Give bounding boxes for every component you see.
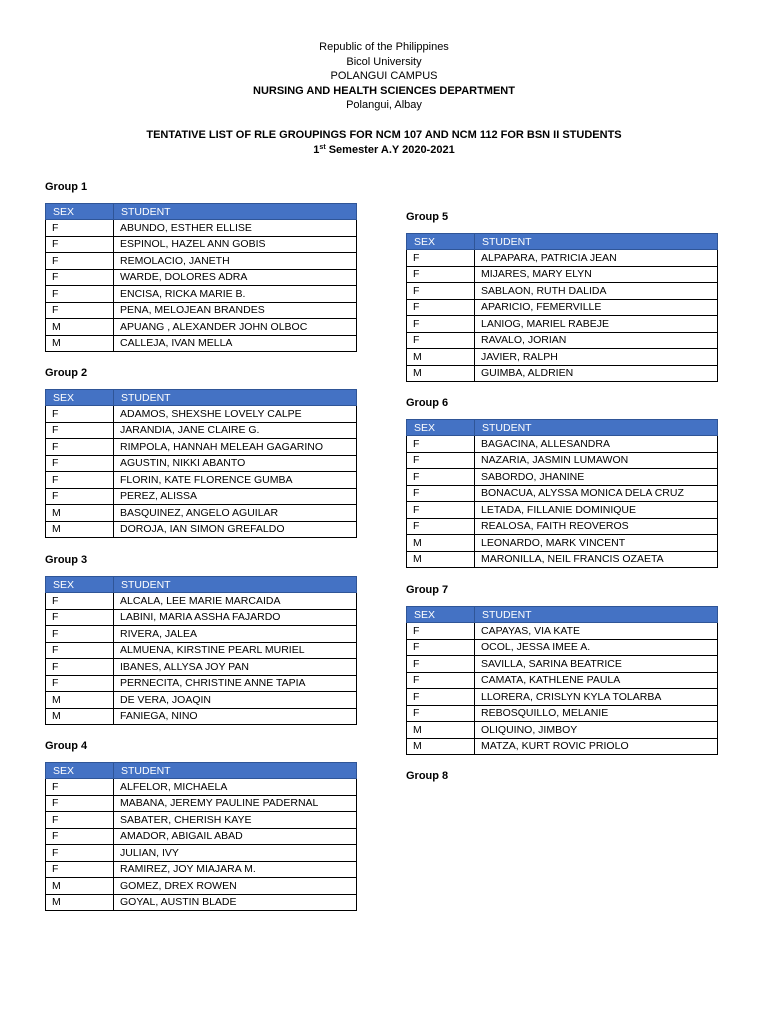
header-sex: SEX	[407, 607, 475, 623]
cell-student: REMOLACIO, JANETH	[114, 253, 357, 270]
table-row	[46, 659, 357, 676]
header-sex: SEX	[407, 420, 475, 436]
cell-student: GOMEZ, DREX ROWEN	[114, 878, 357, 895]
cell-sex: M	[46, 521, 114, 538]
table-row	[46, 812, 357, 829]
group-table	[45, 762, 357, 911]
cell-student: LABINI, MARIA ASSHA FAJARDO	[114, 609, 357, 626]
cell-student: BAGACINA, ALLESANDRA	[475, 436, 718, 453]
cell-student: DE VERA, JOAQIN	[114, 692, 357, 709]
group-1	[45, 181, 357, 352]
cell-student: APUANG , ALEXANDER JOHN OLBOC	[114, 319, 357, 336]
cell-student: ALFELOR, MICHAELA	[114, 779, 357, 796]
cell-sex: F	[46, 220, 114, 237]
table-row	[407, 436, 718, 453]
cell-student: ENCISA, RICKA MARIE B.	[114, 286, 357, 303]
semester-suffix: st	[319, 143, 326, 151]
group-label: Group 6	[406, 397, 449, 409]
cell-student: LEONARDO, MARK VINCENT	[475, 535, 718, 552]
cell-sex: F	[46, 828, 114, 845]
cell-student: GUIMBA, ALDRIEN	[475, 365, 718, 382]
cell-sex: F	[407, 469, 475, 486]
header-location: Polangui, Albay	[346, 99, 422, 111]
table-row	[407, 365, 718, 382]
group-table	[45, 203, 357, 352]
cell-sex: F	[46, 845, 114, 862]
cell-student: ALCALA, LEE MARIE MARCAIDA	[114, 593, 357, 610]
table-row	[46, 828, 357, 845]
cell-sex: F	[46, 269, 114, 286]
header-campus: POLANGUI CAMPUS	[330, 70, 438, 82]
table-row	[407, 705, 718, 722]
group-label: Group 4	[45, 740, 88, 752]
cell-sex: F	[407, 250, 475, 267]
cell-sex: F	[407, 452, 475, 469]
cell-sex: F	[46, 779, 114, 796]
table-row	[46, 593, 357, 610]
table-row	[407, 485, 718, 502]
group-5	[406, 211, 718, 382]
group-label: Group 3	[45, 554, 88, 566]
cell-sex: F	[407, 639, 475, 656]
table-row	[46, 692, 357, 709]
cell-student: RAMIREZ, JOY MIAJARA M.	[114, 861, 357, 878]
cell-student: JARANDIA, JANE CLAIRE G.	[114, 422, 357, 439]
table-row	[407, 316, 718, 333]
cell-sex: F	[407, 689, 475, 706]
table-row	[407, 738, 718, 755]
table-row	[46, 521, 357, 538]
cell-student: ABUNDO, ESTHER ELLISE	[114, 220, 357, 237]
header-sex: SEX	[46, 763, 114, 779]
cell-sex: F	[46, 642, 114, 659]
cell-sex: F	[407, 623, 475, 640]
table-header-row	[46, 577, 357, 593]
table-row	[46, 894, 357, 911]
header-student: STUDENT	[475, 420, 718, 436]
cell-student: RAVALO, JORIAN	[475, 332, 718, 349]
header-student: STUDENT	[475, 607, 718, 623]
table-row	[46, 422, 357, 439]
title-semester	[0, 143, 768, 158]
table-row	[46, 795, 357, 812]
table-row	[407, 623, 718, 640]
header-sex: SEX	[407, 234, 475, 250]
cell-sex: F	[407, 436, 475, 453]
table-row	[46, 642, 357, 659]
table-row	[46, 319, 357, 336]
group-table	[406, 233, 718, 382]
cell-student: CAPAYAS, VIA KATE	[475, 623, 718, 640]
cell-student: NAZARIA, JASMIN LUMAWON	[475, 452, 718, 469]
table-row	[46, 269, 357, 286]
table-row	[46, 779, 357, 796]
semester-text: Semester A.Y 2020-2021	[325, 143, 455, 156]
cell-sex: M	[46, 708, 114, 725]
cell-sex: F	[46, 472, 114, 489]
table-header-row	[46, 763, 357, 779]
cell-student: APARICIO, FEMERVILLE	[475, 299, 718, 316]
cell-sex: F	[46, 659, 114, 676]
cell-sex: F	[407, 518, 475, 535]
cell-sex: F	[46, 861, 114, 878]
cell-student: IBANES, ALLYSA JOY PAN	[114, 659, 357, 676]
group-label: Group 8	[406, 770, 449, 782]
table-row	[46, 708, 357, 725]
cell-sex: M	[46, 878, 114, 895]
table-header-row	[407, 234, 718, 250]
table-row	[46, 488, 357, 505]
cell-student: WARDE, DOLORES ADRA	[114, 269, 357, 286]
table-row	[407, 283, 718, 300]
table-row	[46, 861, 357, 878]
cell-student: BASQUINEZ, ANGELO AGUILAR	[114, 505, 357, 522]
header-department: NURSING AND HEALTH SCIENCES DEPARTMENT	[253, 84, 515, 97]
table-row	[407, 266, 718, 283]
cell-sex: F	[46, 593, 114, 610]
header-student: STUDENT	[114, 390, 357, 406]
header-republic: Republic of the Philippines	[319, 41, 449, 53]
header-university: Bicol University	[346, 55, 422, 68]
cell-sex: F	[46, 455, 114, 472]
cell-sex: F	[46, 286, 114, 303]
cell-student: LLORERA, CRISLYN KYLA TOLARBA	[475, 689, 718, 706]
table-row	[407, 469, 718, 486]
cell-sex: M	[46, 894, 114, 911]
group-7	[406, 584, 718, 755]
cell-student: AMADOR, ABIGAIL ABAD	[114, 828, 357, 845]
cell-sex: F	[46, 253, 114, 270]
table-row	[407, 639, 718, 656]
group-2	[45, 367, 357, 538]
cell-sex: M	[46, 505, 114, 522]
group-label: Group 2	[45, 367, 88, 379]
cell-sex: F	[407, 705, 475, 722]
table-row	[407, 452, 718, 469]
cell-sex: F	[46, 626, 114, 643]
cell-student: PERNECITA, CHRISTINE ANNE TAPIA	[114, 675, 357, 692]
cell-student: FLORIN, KATE FLORENCE GUMBA	[114, 472, 357, 489]
cell-student: SABORDO, JHANINE	[475, 469, 718, 486]
table-row	[46, 626, 357, 643]
cell-sex: F	[46, 422, 114, 439]
cell-student: MARONILLA, NEIL FRANCIS OZAETA	[475, 551, 718, 568]
cell-sex: M	[407, 722, 475, 739]
table-header-row	[407, 607, 718, 623]
cell-sex: F	[407, 502, 475, 519]
cell-student: CAMATA, KATHLENE PAULA	[475, 672, 718, 689]
table-row	[46, 286, 357, 303]
cell-sex: F	[46, 236, 114, 253]
cell-student: MATZA, KURT ROVIC PRIOLO	[475, 738, 718, 755]
group-table	[406, 419, 718, 568]
cell-sex: F	[46, 302, 114, 319]
cell-sex: M	[407, 365, 475, 382]
header-sex: SEX	[46, 390, 114, 406]
table-row	[407, 349, 718, 366]
cell-student: OCOL, JESSA IMEE A.	[475, 639, 718, 656]
cell-sex: F	[46, 675, 114, 692]
group-label: Group 5	[406, 211, 449, 223]
group-table	[45, 576, 357, 725]
cell-sex: F	[46, 488, 114, 505]
cell-student: DOROJA, IAN SIMON GREFALDO	[114, 521, 357, 538]
table-row	[46, 472, 357, 489]
group-label: Group 1	[45, 181, 88, 193]
cell-sex: F	[407, 672, 475, 689]
cell-sex: F	[407, 283, 475, 300]
table-row	[46, 845, 357, 862]
cell-sex: M	[46, 319, 114, 336]
cell-student: CALLEJA, IVAN MELLA	[114, 335, 357, 352]
table-header-row	[46, 390, 357, 406]
cell-student: REBOSQUILLO, MELANIE	[475, 705, 718, 722]
cell-sex: F	[407, 485, 475, 502]
cell-sex: M	[46, 692, 114, 709]
header-student: STUDENT	[114, 763, 357, 779]
cell-student: ALPAPARA, PATRICIA JEAN	[475, 250, 718, 267]
header-student: STUDENT	[475, 234, 718, 250]
header-student: STUDENT	[114, 577, 357, 593]
table-row	[46, 878, 357, 895]
cell-sex: F	[46, 439, 114, 456]
table-row	[407, 672, 718, 689]
cell-student: MABANA, JEREMY PAULINE PADERNAL	[114, 795, 357, 812]
table-row	[407, 299, 718, 316]
cell-sex: F	[407, 316, 475, 333]
table-row	[46, 455, 357, 472]
semester-number: 1	[313, 143, 320, 156]
group-table	[45, 389, 357, 538]
table-row	[407, 722, 718, 739]
cell-student: ALMUENA, KIRSTINE PEARL MURIEL	[114, 642, 357, 659]
cell-sex: M	[407, 738, 475, 755]
group-4	[45, 740, 357, 911]
table-row	[46, 609, 357, 626]
cell-sex: F	[407, 332, 475, 349]
cell-student: BONACUA, ALYSSA MONICA DELA CRUZ	[475, 485, 718, 502]
table-row	[46, 236, 357, 253]
cell-student: ADAMOS, SHEXSHE LOVELY CALPE	[114, 406, 357, 423]
cell-student: SABATER, CHERISH KAYE	[114, 812, 357, 829]
group-8	[406, 770, 448, 786]
header-sex: SEX	[46, 204, 114, 220]
cell-student: FANIEGA, NINO	[114, 708, 357, 725]
table-row	[407, 250, 718, 267]
cell-student: RIVERA, JALEA	[114, 626, 357, 643]
table-row	[46, 406, 357, 423]
cell-student: SAVILLA, SARINA BEATRICE	[475, 656, 718, 673]
table-header-row	[407, 420, 718, 436]
cell-student: JULIAN, IVY	[114, 845, 357, 862]
table-row	[46, 505, 357, 522]
cell-student: AGUSTIN, NIKKI ABANTO	[114, 455, 357, 472]
table-row	[407, 332, 718, 349]
header-sex: SEX	[46, 577, 114, 593]
cell-student: OLIQUINO, JIMBOY	[475, 722, 718, 739]
cell-sex: M	[407, 349, 475, 366]
group-3	[45, 554, 357, 725]
cell-sex: F	[46, 812, 114, 829]
table-row	[46, 675, 357, 692]
table-row	[46, 253, 357, 270]
table-row	[46, 302, 357, 319]
document-title	[0, 128, 768, 157]
cell-student: LANIOG, MARIEL RABEJE	[475, 316, 718, 333]
group-6	[406, 397, 718, 568]
cell-student: ESPINOL, HAZEL ANN GOBIS	[114, 236, 357, 253]
table-row	[46, 220, 357, 237]
table-row	[407, 689, 718, 706]
cell-student: LETADA, FILLANIE DOMINIQUE	[475, 502, 718, 519]
table-row	[407, 518, 718, 535]
title-main: TENTATIVE LIST OF RLE GROUPINGS FOR NCM 107 AND NCM 112 FOR BSN II STUDENTS	[146, 129, 622, 141]
table-row	[407, 502, 718, 519]
table-row	[407, 535, 718, 552]
cell-sex: F	[46, 609, 114, 626]
cell-sex: M	[407, 551, 475, 568]
document-header	[0, 40, 768, 113]
cell-sex: F	[407, 266, 475, 283]
cell-sex: F	[46, 795, 114, 812]
table-row	[46, 335, 357, 352]
cell-student: SABLAON, RUTH DALIDA	[475, 283, 718, 300]
group-table	[406, 606, 718, 755]
cell-student: PENA, MELOJEAN BRANDES	[114, 302, 357, 319]
table-row	[407, 551, 718, 568]
cell-sex: F	[407, 656, 475, 673]
table-row	[46, 439, 357, 456]
cell-student: MIJARES, MARY ELYN	[475, 266, 718, 283]
cell-sex: F	[407, 299, 475, 316]
cell-student: PEREZ, ALISSA	[114, 488, 357, 505]
cell-student: REALOSA, FAITH REOVEROS	[475, 518, 718, 535]
table-row	[407, 656, 718, 673]
table-header-row	[46, 204, 357, 220]
cell-sex: M	[407, 535, 475, 552]
cell-student: RIMPOLA, HANNAH MELEAH GAGARINO	[114, 439, 357, 456]
cell-sex: F	[46, 406, 114, 423]
cell-student: GOYAL, AUSTIN BLADE	[114, 894, 357, 911]
header-student: STUDENT	[114, 204, 357, 220]
cell-sex: M	[46, 335, 114, 352]
group-label: Group 7	[406, 584, 449, 596]
cell-student: JAVIER, RALPH	[475, 349, 718, 366]
